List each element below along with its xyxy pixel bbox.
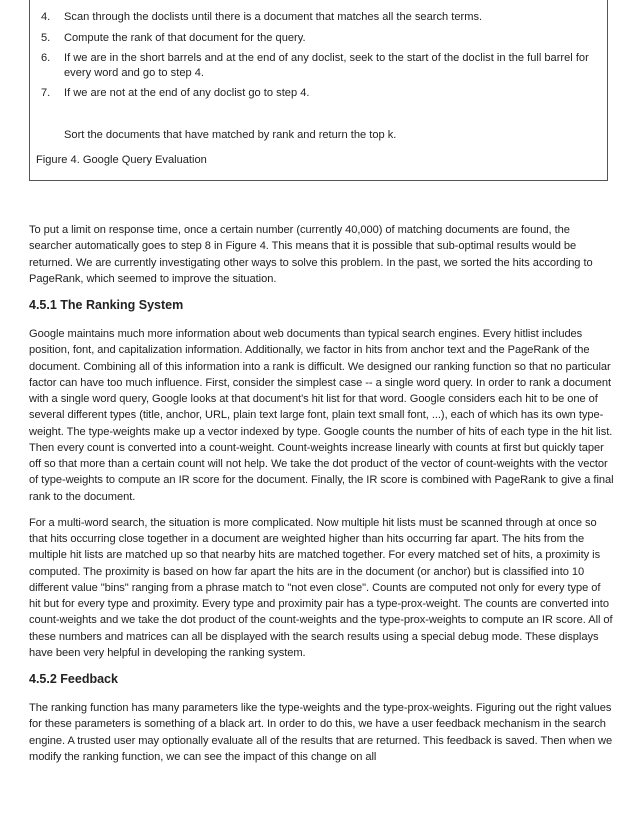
query-evaluation-steps [41,10,596,107]
step-6 [41,51,596,80]
paragraph-multi-word: For a multi-word search, the situation is more complicated. Now multiple hit lists must be scanned through at once so that hits occurring close together in a document are weighted higher than hits occurring far apart. The hits from the multiple hit lists are matched up so that nearby hits are matched together. For every matched set of hits, a proximity is computed. The proximity is based on how far apart the hits are in the document (or anchor) but is classified into 10 different value "bins" ranging from a phrase match to "not even close". Counts are computed not only for every type of hit but for every type and proximity. Every type and proximity pair has a type-prox-weight. The counts are converted into count-weights and we take the dot product of the count-weights and the type-prox-weights to compute an IR score. All of these numbers and matrices can all be displayed with the search results using a special debug mode. These displays have been very helpful in developing the ranking system. [29,516,613,659]
step-8-text: Sort the documents that have matched by rank and return the top k. [64,129,397,141]
step-text: Scan through the doclists until there is a document that matches all the search terms. [64,11,483,23]
paragraph-single-word: Google maintains much more information about web documents than typical search engines. Every hitlist includes position, font, and capitalization information. Additionally, we factor in hits from anchor text and the PageRank of the document. Combining all of this information into a rank is difficult. We designed our ranking function so that no particular factor can have too much influence. First, consider the simplest case -- a single word query. In order to rank a document with a single word query, Google looks at that document's hit list for that word. Google considers each hit to be one of several different types (title, anchor, URL, plain text large font, plain text small font, ...), each of which has its own type-weight. The type-weights make up a vector indexed by type. Google counts the number of hits of each type in the hit list. Then every count is converted into a count-weight. Count-weights increase linearly with counts at first but quickly taper off so that more than a certain count will not help. We take the dot product of the vector of count-weights with the vector of type-weights to compute an IR score for the document. Finally, the IR score is combined with PageRank to give a final rank to the document. [29,328,614,503]
article-body [29,222,614,775]
heading-ranking-system: 4.5.1 The Ranking System [29,298,184,312]
step-number: 5. [41,31,51,44]
heading-feedback: 4.5.2 Feedback [29,672,118,686]
figure-4-box [29,0,608,181]
step-4 [41,10,596,25]
step-7 [41,86,596,101]
paragraph-feedback: The ranking function has many parameters like the type-weights and the type-prox-weights. Figuring out the right values for these parameters is something of a black art. In order to do this, we have a user feedback mechanism in the search engine. A trusted user may optionally evaluate all of the results that are returned. This feedback is saved. Then when we modify the ranking function, we can see the impact of this change on all [29,702,613,763]
step-number: 6. [41,52,51,64]
paragraph-response-time: To put a limit on response time, once a certain number (currently 40,000) of matching documents are found, the searcher automatically goes to step 8 in Figure 4. This means that it is possible that sub-optimal results would be returned. We are currently investigating other ways to solve this problem. In the past, we sorted the hits according to PageRank, which seemed to improve the situation. [29,224,593,285]
step-text: If we are not at the end of any doclist go to step 4. [64,87,310,99]
step-text: If we are in the short barrels and at the end of any doclist, seek to the start of the doclist in the full barrel for every word and go to step 4. [64,52,589,79]
step-number: 7. [41,87,51,99]
figure-caption: Figure 4. Google Query Evaluation [36,154,207,166]
step-text: Compute the rank of that document for the query. [64,31,306,44]
step-number: 4. [41,11,51,23]
step-5 [41,31,596,46]
